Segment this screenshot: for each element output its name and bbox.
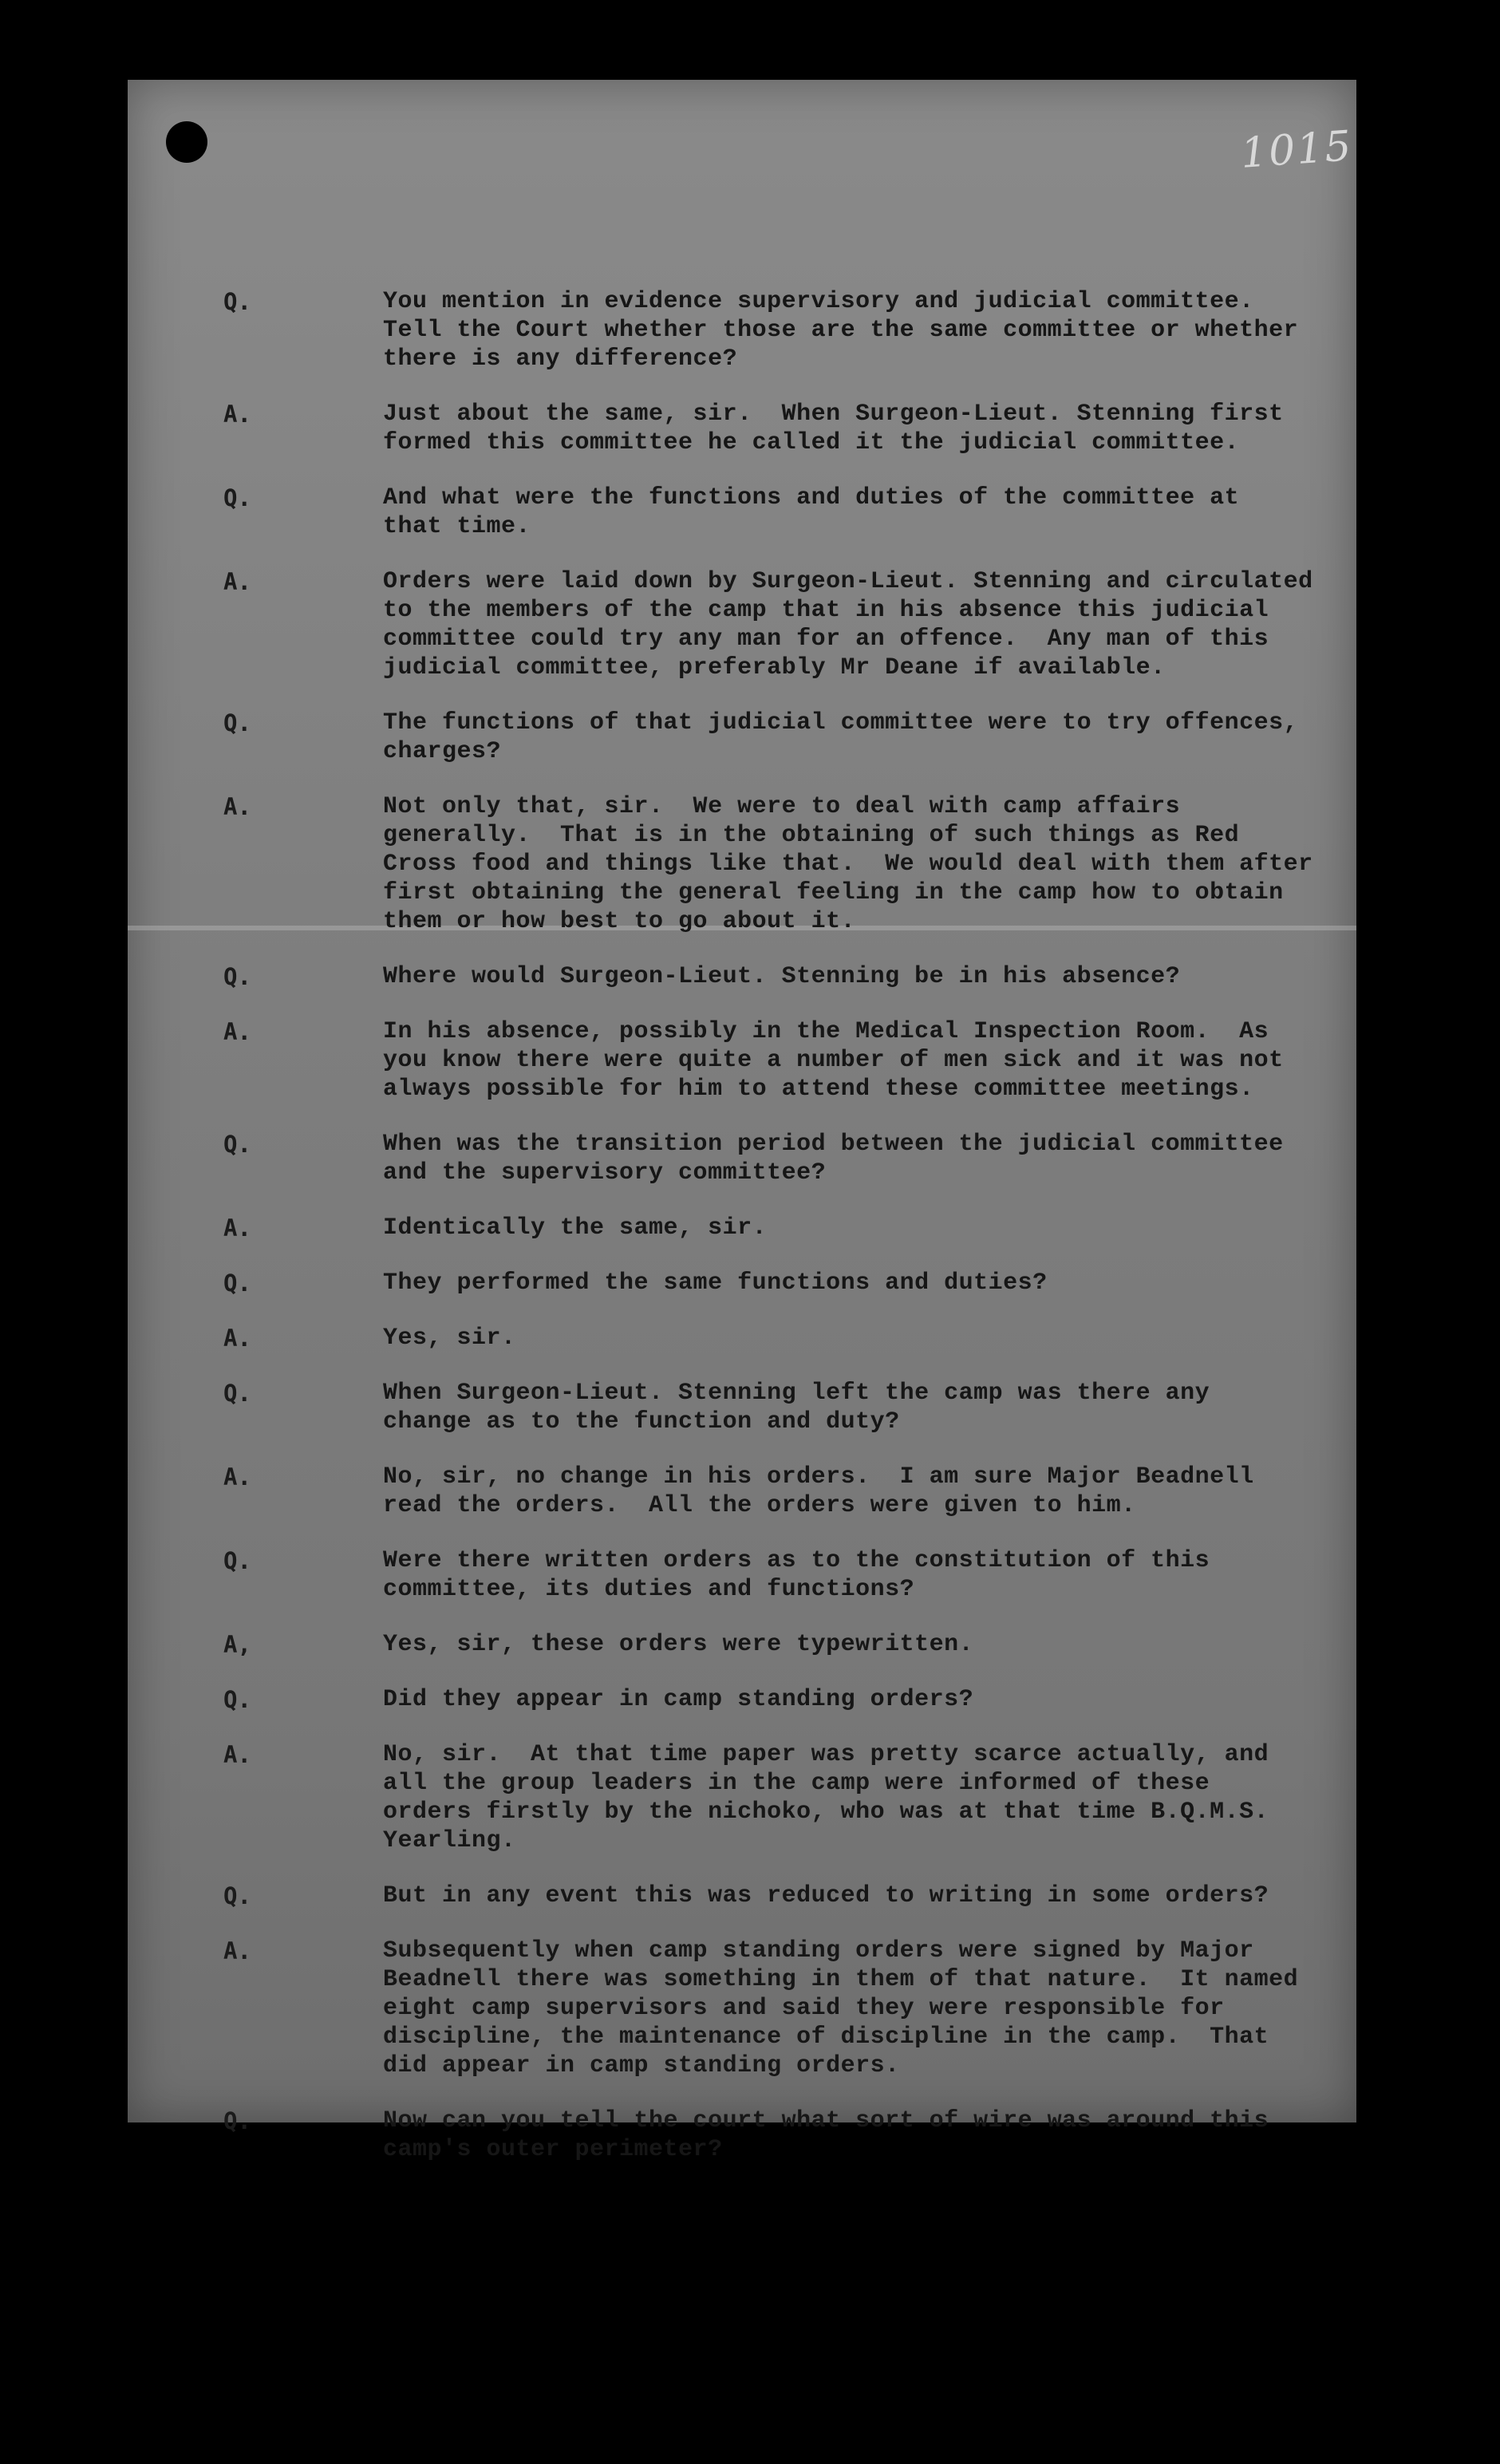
transcript-entry [223, 1740, 1356, 1855]
transcript-entry [223, 567, 1356, 682]
transcript-entry [223, 484, 1356, 541]
punch-hole [166, 121, 207, 163]
transcript-entry [223, 962, 1356, 991]
speaker-label: A. [223, 568, 251, 595]
transcript-entry [223, 1546, 1356, 1604]
utterance-text: Subsequently when camp standing orders were signed by Major Beadnell there was something in them of that nature. It named eight camp supervisors and said they were responsible for discipline, the maintenance of discipline in the camp. That did appear in camp standing orders. [383, 1937, 1299, 2079]
utterance-text: And what were the functions and duties of the committee at that time. [383, 484, 1240, 540]
utterance-text: When Surgeon-Lieut. Stenning left the camp was there any change as to the function and duty? [383, 1380, 1210, 1435]
utterance-text: In his absence, possibly in the Medical Inspection Room. As you know there were quite a number of men sick and it was not always possible for him to attend these committee meetings. [383, 1018, 1284, 1103]
utterance-text: The functions of that judicial committee were to try offences, charges? [383, 709, 1299, 765]
utterance-text: But in any event this was reduced to writing in some orders? [383, 1882, 1269, 1909]
speaker-label: A. [223, 1741, 251, 1768]
transcript-entry [223, 1214, 1356, 1242]
speaker-label: Q. [223, 1131, 251, 1158]
utterance-text: You mention in evidence supervisory and judicial committee. Tell the Court whether those are the same committee or whether there is any difference? [383, 288, 1299, 373]
transcript-entry [223, 1130, 1356, 1187]
speaker-label: A. [223, 401, 251, 428]
utterance-text: Were there written orders as to the constitution of this committee, its duties and functions? [383, 1547, 1210, 1603]
transcript-entry [223, 1685, 1356, 1714]
transcript-entry [223, 709, 1356, 766]
transcript-entry [223, 1269, 1356, 1297]
utterance-text: Just about the same, sir. When Surgeon-Lieut. Stenning first formed this committee he called it the judicial committee. [383, 401, 1284, 456]
utterance-text: No, sir, no change in his orders. I am sure Major Beadnell read the orders. All the orders were given to him. [383, 1463, 1254, 1519]
utterance-text: Identically the same, sir. [383, 1214, 768, 1242]
speaker-label: A. [223, 1018, 251, 1045]
transcript-entry [223, 1324, 1356, 1352]
speaker-label: A. [223, 1937, 251, 1964]
transcript-entry [223, 400, 1356, 457]
utterance-text: Not only that, sir. We were to deal with camp affairs generally. That is in the obtaining of such things as Red Cross food and things like that. We would deal with them after first obtaining the general feeling in the camp how to obtain them or how best to go about it. [383, 793, 1313, 935]
speaker-label: Q. [223, 2107, 251, 2134]
utterance-text: Yes, sir. [383, 1325, 516, 1352]
transcript-entry [223, 2107, 1356, 2164]
utterance-text: Yes, sir, these orders were typewritten. [383, 1631, 974, 1658]
utterance-text: No, sir. At that time paper was pretty scarce actually, and all the group leaders in the camp were informed of these orders firstly by the nichoko, who was at that time B.Q.M.S. Yearling. [383, 1741, 1269, 1854]
transcript-entry [223, 1630, 1356, 1659]
speaker-label: Q. [223, 1270, 251, 1297]
speaker-label: Q. [223, 709, 251, 736]
transcript-entry [223, 1017, 1356, 1104]
speaker-label: Q. [223, 963, 251, 990]
speaker-label: Q. [223, 484, 251, 511]
utterance-text: Orders were laid down by Surgeon-Lieut. Stenning and circulated to the members of the camp that in his absence this judicial committee could try any man for an offence. Any man of this judicial committee, preferably Mr Deane if available. [383, 568, 1313, 681]
speaker-label: A. [223, 1325, 251, 1352]
transcript-entry [223, 1379, 1356, 1436]
transcript-entry [223, 1937, 1356, 2080]
utterance-text: Now can you tell the court what sort of wire was around this camp's outer perimeter? [383, 2107, 1269, 2163]
transcript-entry [223, 1882, 1356, 1910]
speaker-label: A. [223, 1214, 251, 1242]
utterance-text: They performed the same functions and duties? [383, 1270, 1048, 1297]
speaker-label: Q. [223, 1380, 251, 1407]
speaker-label: Q. [223, 288, 251, 315]
speaker-label: Q. [223, 1547, 251, 1574]
speaker-label: A. [223, 793, 251, 820]
speaker-label: Q. [223, 1686, 251, 1713]
transcript-entry [223, 1463, 1356, 1520]
transcript-entry [223, 792, 1356, 936]
utterance-text: Where would Surgeon-Lieut. Stenning be in his absence? [383, 963, 1181, 990]
utterance-text: When was the transition period between the judicial committee and the supervisory committee? [383, 1131, 1284, 1187]
speaker-label: A. [223, 1463, 251, 1491]
page-number: 1015 [1239, 122, 1355, 178]
speaker-label: A, [223, 1631, 251, 1658]
utterance-text: Did they appear in camp standing orders? [383, 1686, 974, 1713]
transcript [223, 287, 1356, 2190]
speaker-label: Q. [223, 1882, 251, 1909]
transcript-entry [223, 287, 1356, 373]
